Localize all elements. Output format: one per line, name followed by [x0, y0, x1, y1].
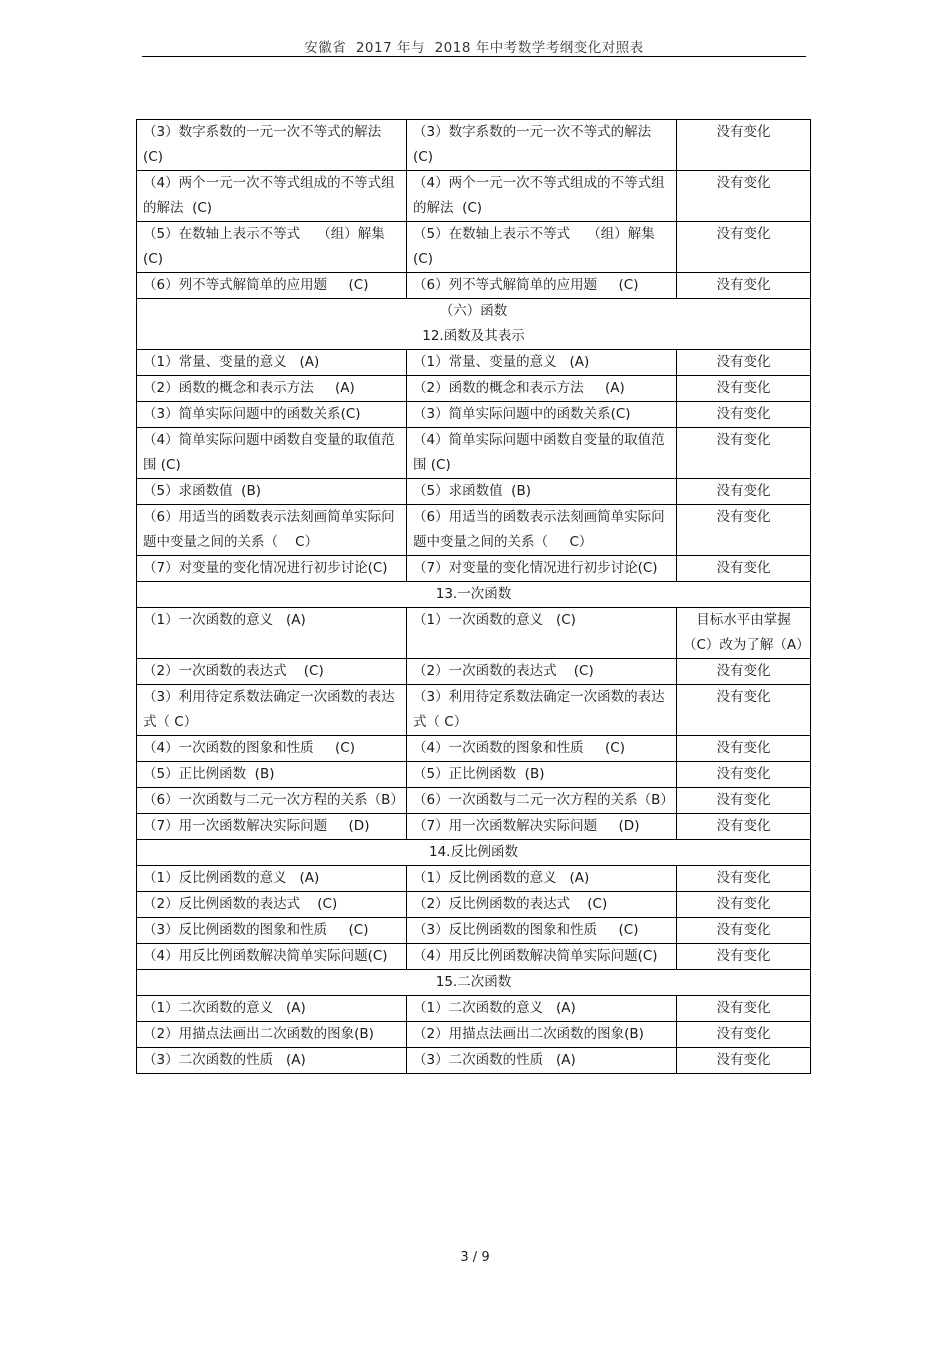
standard-2017-cell: （4）简单实际问题中函数自变量的取值范围 (C): [137, 428, 407, 479]
table-row: [137, 918, 811, 944]
change-note-cell: 没有变化: [677, 918, 811, 944]
section-heading: [137, 970, 811, 996]
page-number: 3 / 9: [460, 1250, 490, 1265]
change-note-cell: 没有变化: [677, 350, 811, 376]
standard-2017-cell: （7）用一次函数解决实际问题 (D): [137, 814, 407, 840]
table-row: [137, 402, 811, 428]
standard-2018-cell: （5）在数轴上表示不等式 （组）解集(C): [407, 222, 677, 273]
change-note-cell: 没有变化: [677, 659, 811, 685]
table-row: [137, 120, 811, 171]
standard-2018-cell: （1）常量、变量的意义 (A): [407, 350, 677, 376]
section-heading: [137, 840, 811, 866]
change-note-cell: 没有变化: [677, 556, 811, 582]
section-heading: [137, 299, 811, 350]
standard-2017-cell: （4）用反比例函数解决简单实际问题(C): [137, 944, 407, 970]
standard-2017-cell: （5）求函数值 (B): [137, 479, 407, 505]
section-row: [137, 582, 811, 608]
change-note-cell: 没有变化: [677, 402, 811, 428]
table-row: [137, 866, 811, 892]
table-row: [137, 428, 811, 479]
change-note-cell: 没有变化: [677, 222, 811, 273]
standard-2018-cell: （4）两个一元一次不等式组成的不等式组的解法 (C): [407, 171, 677, 222]
standard-2018-cell: （2）函数的概念和表示方法 (A): [407, 376, 677, 402]
table-row: [137, 222, 811, 273]
table-row: [137, 273, 811, 299]
header-rule: [142, 56, 806, 57]
table-row: [137, 996, 811, 1022]
section-row: [137, 840, 811, 866]
table-row: [137, 814, 811, 840]
table-row: [137, 659, 811, 685]
change-note-cell: 没有变化: [677, 762, 811, 788]
table-row: [137, 350, 811, 376]
standard-2018-cell: （4）简单实际问题中函数自变量的取值范围 (C): [407, 428, 677, 479]
table-row: [137, 892, 811, 918]
table-row: [137, 556, 811, 582]
table-row: [137, 1048, 811, 1074]
change-note-cell: 没有变化: [677, 892, 811, 918]
change-note-cell: 没有变化: [677, 428, 811, 479]
section-heading-line: 13.一次函数: [435, 586, 512, 602]
standard-2017-cell: （1）常量、变量的意义 (A): [137, 350, 407, 376]
standard-2017-cell: （6）用适当的函数表示法刻画简单实际问题中变量之间的关系（ C）: [137, 505, 407, 556]
table-row: [137, 685, 811, 736]
table-row: [137, 1022, 811, 1048]
standard-2018-cell: （5）正比例函数 (B): [407, 762, 677, 788]
change-note-cell: 没有变化: [677, 944, 811, 970]
standard-2017-cell: （5）正比例函数 (B): [137, 762, 407, 788]
change-note-cell: 没有变化: [677, 171, 811, 222]
change-note-cell: 目标水平由掌握（C）改为了解（A）: [677, 608, 811, 659]
standard-2017-cell: （3）数字系数的一元一次不等式的解法 (C): [137, 120, 407, 171]
table-row: [137, 608, 811, 659]
standard-2017-cell: （2）反比例函数的表达式 (C): [137, 892, 407, 918]
standard-2018-cell: （3）利用待定系数法确定一次函数的表达式（ C）: [407, 685, 677, 736]
change-note-cell: 没有变化: [677, 273, 811, 299]
section-heading-line: 15.二次函数: [435, 974, 512, 990]
standard-2018-cell: （1）反比例函数的意义 (A): [407, 866, 677, 892]
section-row: [137, 299, 811, 350]
section-heading-line: （六）函数: [439, 303, 508, 319]
standard-2018-cell: （3）反比例函数的图象和性质 (C): [407, 918, 677, 944]
table-row: [137, 736, 811, 762]
standard-2017-cell: （1）一次函数的意义 (A): [137, 608, 407, 659]
comparison-table: [136, 119, 811, 1074]
change-note-cell: 没有变化: [677, 685, 811, 736]
change-note-cell: 没有变化: [677, 1048, 811, 1074]
change-note-cell: 没有变化: [677, 788, 811, 814]
table-row: [137, 171, 811, 222]
standard-2018-cell: （4）一次函数的图象和性质 (C): [407, 736, 677, 762]
standard-2017-cell: （1）反比例函数的意义 (A): [137, 866, 407, 892]
table-row: [137, 788, 811, 814]
change-note-cell: 没有变化: [677, 120, 811, 171]
change-note-cell: 没有变化: [677, 479, 811, 505]
change-note-cell: 没有变化: [677, 996, 811, 1022]
table-row: [137, 762, 811, 788]
section-heading-line: 14.反比例函数: [429, 844, 518, 860]
standard-2018-cell: （4）用反比例函数解决简单实际问题(C): [407, 944, 677, 970]
table-body: [137, 120, 811, 1074]
standard-2018-cell: （3）简单实际问题中的函数关系(C): [407, 402, 677, 428]
change-note-cell: 没有变化: [677, 814, 811, 840]
standard-2017-cell: （7）对变量的变化情况进行初步讨论(C): [137, 556, 407, 582]
standard-2018-cell: （2）反比例函数的表达式 (C): [407, 892, 677, 918]
standard-2017-cell: （4）两个一元一次不等式组成的不等式组的解法 (C): [137, 171, 407, 222]
standard-2018-cell: （2）用描点法画出二次函数的图象(B): [407, 1022, 677, 1048]
standard-2017-cell: （5）在数轴上表示不等式 （组）解集(C): [137, 222, 407, 273]
standard-2017-cell: （3）利用待定系数法确定一次函数的表达式（ C）: [137, 685, 407, 736]
table-row: [137, 376, 811, 402]
standard-2018-cell: （1）二次函数的意义 (A): [407, 996, 677, 1022]
change-note-cell: 没有变化: [677, 505, 811, 556]
standard-2018-cell: （5）求函数值 (B): [407, 479, 677, 505]
section-row: [137, 970, 811, 996]
standard-2017-cell: （6）列不等式解简单的应用题 (C): [137, 273, 407, 299]
standard-2017-cell: （3）简单实际问题中的函数关系(C): [137, 402, 407, 428]
change-note-cell: 没有变化: [677, 866, 811, 892]
standard-2018-cell: （3）二次函数的性质 (A): [407, 1048, 677, 1074]
standard-2018-cell: （7）用一次函数解决实际问题 (D): [407, 814, 677, 840]
change-note-cell: 没有变化: [677, 376, 811, 402]
table-row: [137, 944, 811, 970]
page-header: 安徽省 2017 年与 2018 年中考数学考纲变化对照表: [304, 40, 644, 56]
standard-2017-cell: （2）用描点法画出二次函数的图象(B): [137, 1022, 407, 1048]
change-note-cell: 没有变化: [677, 736, 811, 762]
table-row: [137, 505, 811, 556]
standard-2018-cell: （2）一次函数的表达式 (C): [407, 659, 677, 685]
standard-2018-cell: （3）数字系数的一元一次不等式的解法 (C): [407, 120, 677, 171]
section-heading: [137, 582, 811, 608]
standard-2018-cell: （6）列不等式解简单的应用题 (C): [407, 273, 677, 299]
section-heading-line: 12.函数及其表示: [422, 328, 525, 344]
standard-2018-cell: （7）对变量的变化情况进行初步讨论(C): [407, 556, 677, 582]
standard-2017-cell: （6）一次函数与二元一次方程的关系（B）: [137, 788, 407, 814]
standard-2017-cell: （3）反比例函数的图象和性质 (C): [137, 918, 407, 944]
standard-2017-cell: （2）函数的概念和表示方法 (A): [137, 376, 407, 402]
standard-2017-cell: （1）二次函数的意义 (A): [137, 996, 407, 1022]
standard-2017-cell: （2）一次函数的表达式 (C): [137, 659, 407, 685]
standard-2017-cell: （3）二次函数的性质 (A): [137, 1048, 407, 1074]
standard-2017-cell: （4）一次函数的图象和性质 (C): [137, 736, 407, 762]
change-note-cell: 没有变化: [677, 1022, 811, 1048]
standard-2018-cell: （6）用适当的函数表示法刻画简单实际问题中变量之间的关系（ C）: [407, 505, 677, 556]
standard-2018-cell: （1）一次函数的意义 (C): [407, 608, 677, 659]
standard-2018-cell: （6）一次函数与二元一次方程的关系（B）: [407, 788, 677, 814]
table-row: [137, 479, 811, 505]
